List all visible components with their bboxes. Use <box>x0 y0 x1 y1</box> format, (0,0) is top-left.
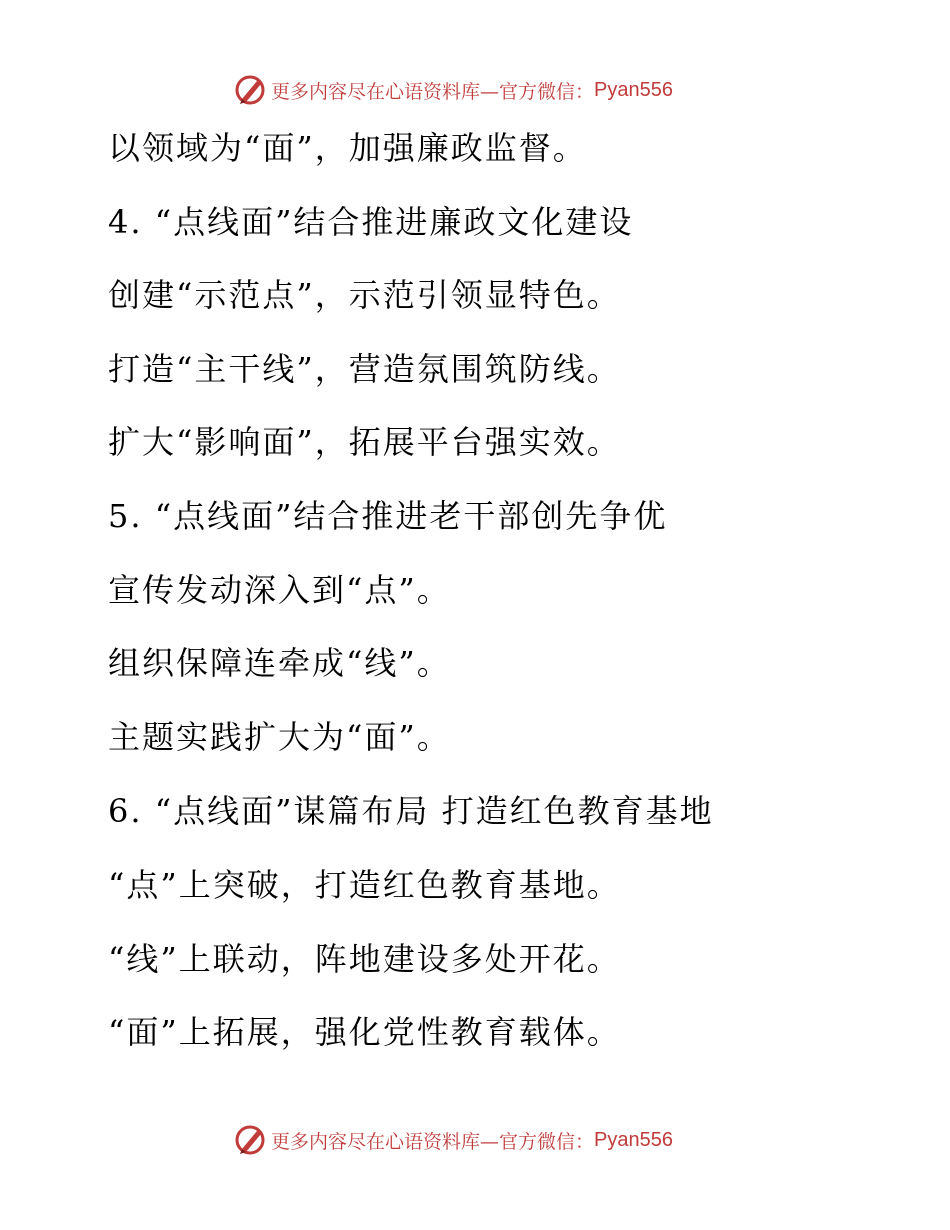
text-line: 扩大“影响面”，拓展平台强实效。 <box>108 423 621 461</box>
section-heading-4: 4. “点线面”结合推进廉政文化建设 <box>108 203 634 241</box>
text-line: 主题实践扩大为“面”。 <box>108 718 451 756</box>
text-line: 组织保障连牵成“线”。 <box>108 644 451 682</box>
watermark-account: Pyan556 <box>594 1128 673 1151</box>
pen-circle-logo-icon <box>233 1123 267 1157</box>
text-line: 宣传发动深入到“点”。 <box>108 571 451 609</box>
watermark-account: Pyan556 <box>594 78 673 101</box>
section-heading-6: 6. “点线面”谋篇布局 打造红色教育基地 <box>108 792 714 830</box>
text-line: 创建“示范点”，示范引领显特色。 <box>108 276 621 314</box>
watermark-text: 更多内容尽在心语资料库—官方微信： <box>271 1130 595 1153</box>
text-line: “面”上拓展，强化党性教育载体。 <box>108 1013 621 1051</box>
text-line: 以领域为“面”，加强廉政监督。 <box>108 129 587 167</box>
watermark-text: 更多内容尽在心语资料库—官方微信： <box>271 80 595 103</box>
section-heading-5: 5. “点线面”结合推进老干部创先争优 <box>108 497 668 535</box>
pen-circle-logo-icon <box>233 73 267 107</box>
header-watermark-banner <box>233 72 673 108</box>
text-line: “点”上突破，打造红色教育基地。 <box>108 866 621 904</box>
text-line: 打造“主干线”，营造氛围筑防线。 <box>108 350 621 388</box>
footer-watermark-banner <box>233 1122 673 1158</box>
text-line: “线”上联动，阵地建设多处开花。 <box>108 940 621 978</box>
